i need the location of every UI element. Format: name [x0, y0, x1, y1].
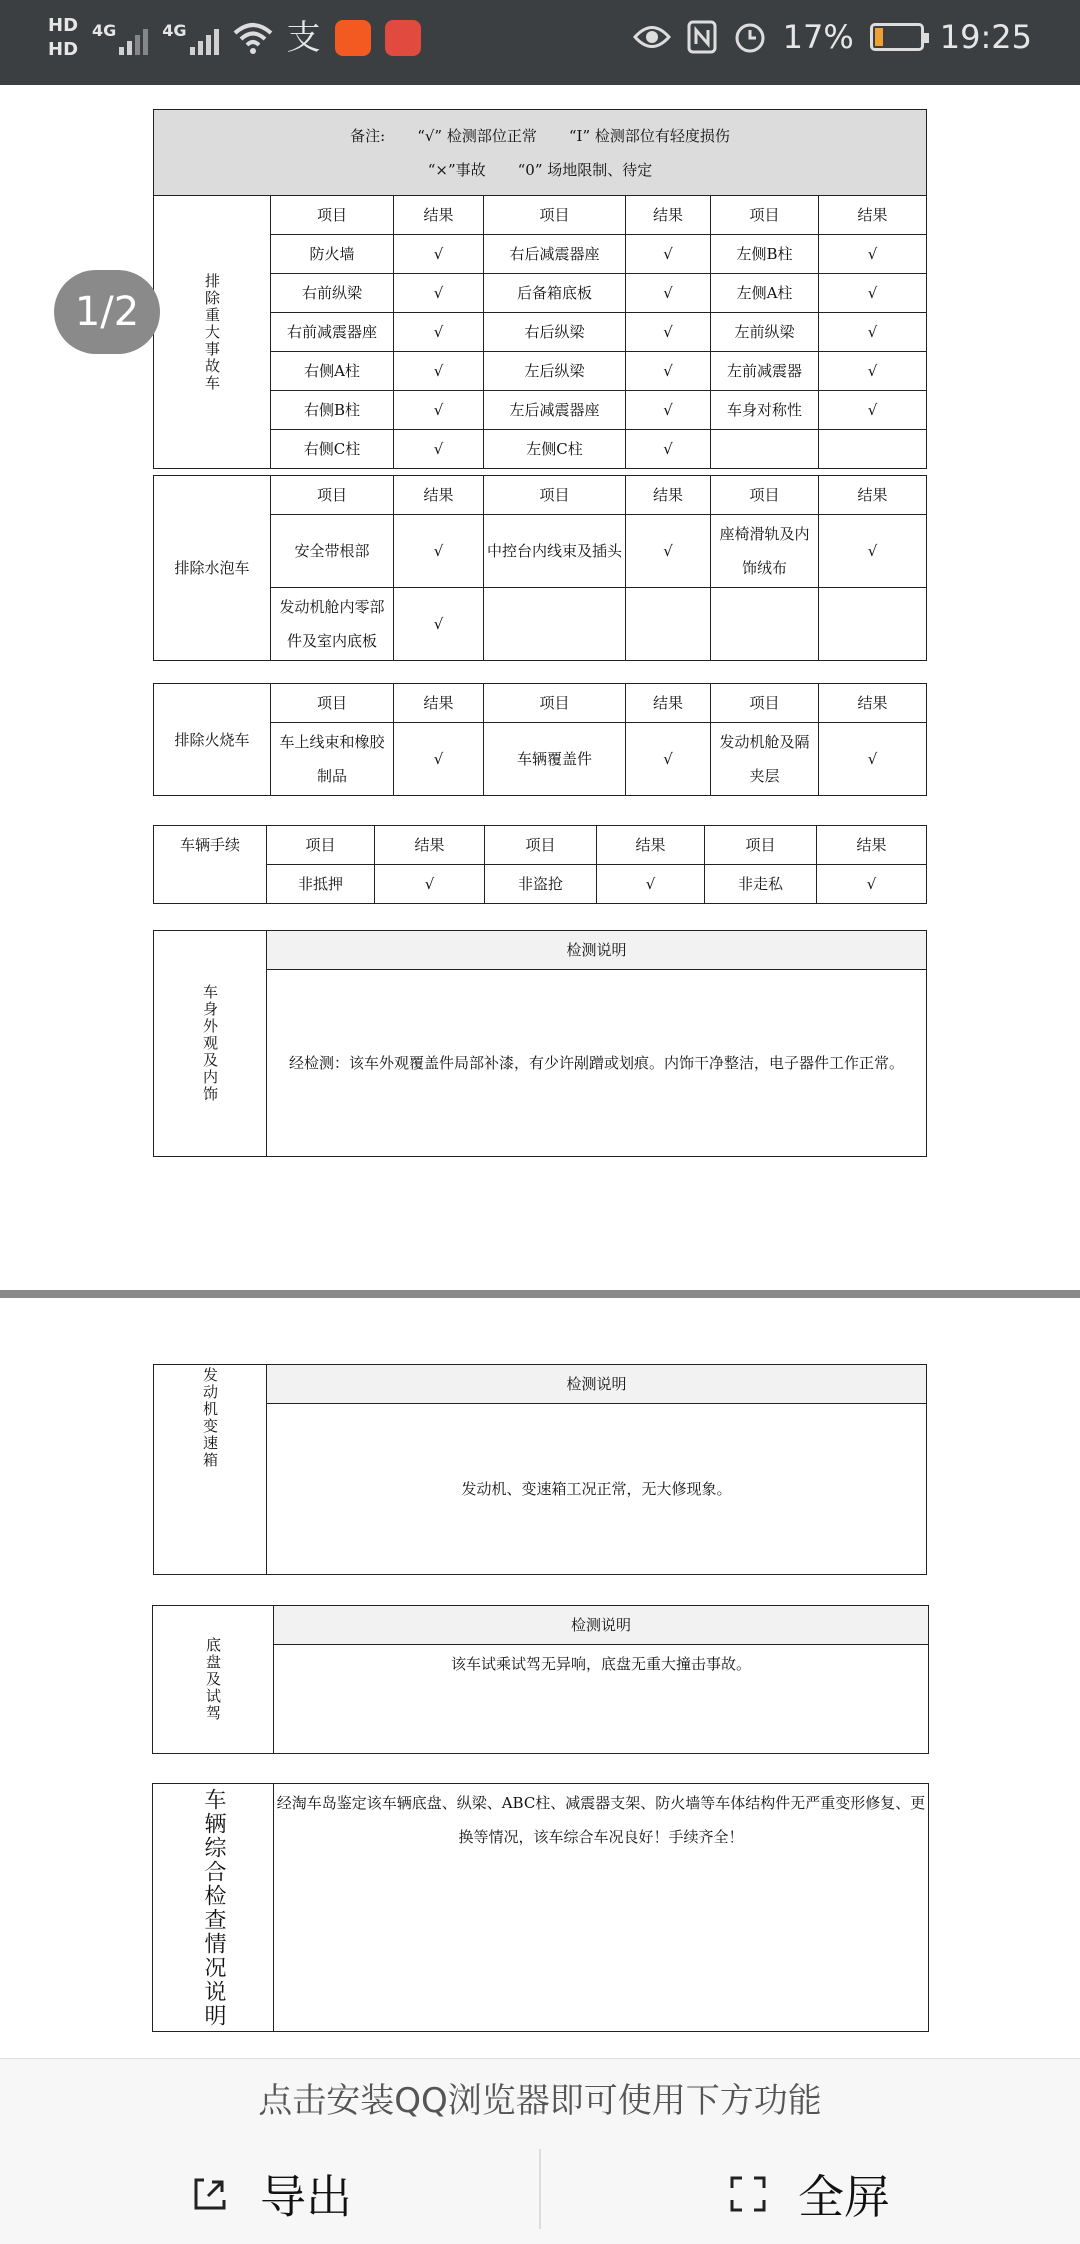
- item-cell: 后备箱底板: [484, 274, 626, 313]
- result-cell: √: [819, 352, 927, 391]
- inspection-summary: 经淘车岛鉴定该车辆底盘、纵梁、ABC柱、减震器支架、防火墙等车体结构件无严重变形修复、更换等情况，该车综合车况良好！手续齐全！: [274, 1784, 929, 2032]
- paperwork-table: [153, 825, 927, 904]
- item-cell: 左侧A柱: [711, 274, 819, 313]
- result-cell: [819, 588, 927, 661]
- item-cell: 非盗抢: [485, 865, 597, 904]
- network-type-1: 4G: [92, 21, 117, 40]
- fullscreen-label: 全屏: [798, 2170, 890, 2224]
- bottom-toolbar: [0, 2058, 1080, 2244]
- table-row: [154, 865, 927, 904]
- item-cell: 左前纵梁: [711, 313, 819, 352]
- network-type-2: 4G: [162, 21, 187, 40]
- item-cell: 右侧B柱: [271, 391, 394, 430]
- fire-table: [153, 683, 927, 796]
- item-cell: 车身对称性: [711, 391, 819, 430]
- remark-pending: “0” 场地限制、待定: [517, 160, 653, 179]
- column-header: 检测说明: [267, 1365, 927, 1404]
- remark-label: 备注:: [350, 126, 386, 145]
- item-cell: 右后纵梁: [484, 313, 626, 352]
- battery-icon: [870, 23, 924, 51]
- column-header: 项目: [271, 476, 394, 515]
- section-title: 车辆手续: [154, 826, 267, 904]
- result-cell: √: [626, 515, 711, 588]
- hd-indicators: [48, 14, 78, 62]
- chassis-table: [152, 1605, 929, 1754]
- result-cell: √: [626, 235, 711, 274]
- column-header: 项目: [705, 826, 817, 865]
- item-cell: 右后减震器座: [484, 235, 626, 274]
- page-divider: [0, 1290, 1080, 1298]
- column-header: 结果: [375, 826, 485, 865]
- section-title: 车身外观及内饰: [154, 931, 267, 1157]
- column-header: 项目: [485, 826, 597, 865]
- column-header: 项目: [711, 684, 819, 723]
- column-header: 结果: [394, 196, 484, 235]
- result-cell: √: [626, 274, 711, 313]
- result-cell: √: [819, 515, 927, 588]
- summary-table: [152, 1783, 929, 2032]
- column-header: 结果: [597, 826, 705, 865]
- column-header: 结果: [626, 196, 711, 235]
- column-header: 项目: [271, 684, 394, 723]
- section-title: 底盘及试驾: [153, 1606, 274, 1754]
- column-header: 项目: [271, 196, 394, 235]
- column-header: 结果: [819, 196, 927, 235]
- column-header: 结果: [626, 684, 711, 723]
- result-cell: √: [819, 391, 927, 430]
- result-cell: √: [394, 313, 484, 352]
- signal-icon-2: [162, 21, 218, 55]
- clock: 19:25: [939, 18, 1032, 56]
- result-cell: √: [819, 723, 927, 796]
- remark-accident: “×”事故: [427, 160, 486, 179]
- export-button[interactable]: [190, 2147, 352, 2241]
- kuaishou-app-icon: [335, 20, 371, 56]
- result-cell: √: [597, 865, 705, 904]
- hd-label-2: HD: [48, 39, 79, 60]
- item-cell: [711, 588, 819, 661]
- column-header: 结果: [819, 684, 927, 723]
- toolbar-separator: [539, 2149, 541, 2229]
- signal-icon-1: [92, 21, 148, 55]
- install-qq-browser-prompt[interactable]: 点击安装QQ浏览器即可使用下方功能: [258, 2081, 822, 2121]
- result-cell: √: [819, 313, 927, 352]
- result-cell: √: [626, 391, 711, 430]
- column-header: 项目: [484, 684, 626, 723]
- column-header: 结果: [394, 684, 484, 723]
- item-cell: 左后减震器座: [484, 391, 626, 430]
- column-header: 项目: [711, 196, 819, 235]
- result-cell: √: [394, 588, 484, 661]
- item-cell: 左前减震器: [711, 352, 819, 391]
- result-cell: [819, 430, 927, 469]
- column-header: 结果: [626, 476, 711, 515]
- page-indicator: 1/2: [54, 270, 160, 354]
- column-header: 结果: [394, 476, 484, 515]
- item-cell: 非走私: [705, 865, 817, 904]
- remark-ok: “√” 检测部位正常: [417, 126, 537, 145]
- column-header: 结果: [819, 476, 927, 515]
- eye-icon: [633, 24, 671, 50]
- engine-table: [153, 1364, 927, 1575]
- column-header: 项目: [267, 826, 375, 865]
- item-cell: [711, 430, 819, 469]
- section-title: 排除重大事故车: [154, 196, 271, 469]
- result-cell: √: [626, 723, 711, 796]
- result-cell: √: [394, 352, 484, 391]
- result-cell: √: [394, 723, 484, 796]
- result-cell: √: [626, 313, 711, 352]
- result-cell: √: [394, 274, 484, 313]
- wifi-icon: [233, 21, 273, 55]
- result-cell: √: [626, 430, 711, 469]
- section-title: 排除火烧车: [154, 684, 271, 796]
- item-cell: 座椅滑轨及内饰绒布: [711, 515, 819, 588]
- item-cell: 防火墙: [271, 235, 394, 274]
- export-label: 导出: [260, 2170, 352, 2224]
- result-cell: √: [394, 515, 484, 588]
- major-accident-table: [153, 109, 927, 469]
- item-cell: 非抵押: [267, 865, 375, 904]
- result-cell: √: [819, 235, 927, 274]
- nfc-icon: [687, 20, 717, 54]
- huawei-app-icon: [385, 20, 421, 56]
- flood-table: [153, 475, 927, 661]
- alipay-icon: 支: [286, 18, 321, 58]
- column-header: 检测说明: [274, 1606, 929, 1645]
- item-cell: 发动机舱及隔夹层: [711, 723, 819, 796]
- section-title: 发动机变速箱: [154, 1365, 267, 1575]
- result-cell: [626, 588, 711, 661]
- result-cell: √: [626, 352, 711, 391]
- item-cell: 车上线束和橡胶制品: [271, 723, 394, 796]
- column-header: 项目: [711, 476, 819, 515]
- item-cell: 右侧C柱: [271, 430, 394, 469]
- item-cell: 左后纵梁: [484, 352, 626, 391]
- result-cell: √: [394, 430, 484, 469]
- result-cell: √: [375, 865, 485, 904]
- section-title: 车辆综合检查情况说明: [153, 1784, 274, 2032]
- body-interior-table: [153, 930, 927, 1157]
- remark-light-damage: “I” 检测部位有轻度损伤: [568, 126, 730, 145]
- column-header: 项目: [484, 476, 626, 515]
- hd-label-1: HD: [48, 15, 79, 36]
- result-cell: √: [394, 235, 484, 274]
- inspection-description: 经检测：该车外观覆盖件局部补漆，有少许剐蹭或划痕。内饰干净整洁，电子器件工作正常。: [267, 970, 927, 1157]
- status-bar: [0, 0, 1080, 85]
- export-icon: [190, 2174, 230, 2214]
- item-cell: 中控台内线束及插头: [484, 515, 626, 588]
- result-cell: √: [394, 391, 484, 430]
- inspection-description: 发动机、变速箱工况正常，无大修现象。: [267, 1404, 927, 1575]
- result-cell: √: [819, 274, 927, 313]
- item-cell: 左侧C柱: [484, 430, 626, 469]
- result-cell: √: [817, 865, 927, 904]
- fullscreen-icon: [728, 2174, 768, 2214]
- column-header: 结果: [817, 826, 927, 865]
- item-cell: 车辆覆盖件: [484, 723, 626, 796]
- item-cell: 发动机舱内零部件及室内底板: [271, 588, 394, 661]
- item-cell: [484, 588, 626, 661]
- item-cell: 右前减震器座: [271, 313, 394, 352]
- remark-legend: [154, 110, 927, 196]
- fullscreen-button[interactable]: [728, 2147, 890, 2241]
- item-cell: 右前纵梁: [271, 274, 394, 313]
- item-cell: 安全带根部: [271, 515, 394, 588]
- item-cell: 右侧A柱: [271, 352, 394, 391]
- section-title: 排除水泡车: [154, 476, 271, 661]
- column-header: 检测说明: [267, 931, 927, 970]
- column-header: 项目: [484, 196, 626, 235]
- inspection-description: 该车试乘试驾无异响，底盘无重大撞击事故。: [274, 1645, 929, 1754]
- battery-percent: 17%: [782, 18, 854, 56]
- alarm-icon: [733, 20, 767, 54]
- item-cell: 左侧B柱: [711, 235, 819, 274]
